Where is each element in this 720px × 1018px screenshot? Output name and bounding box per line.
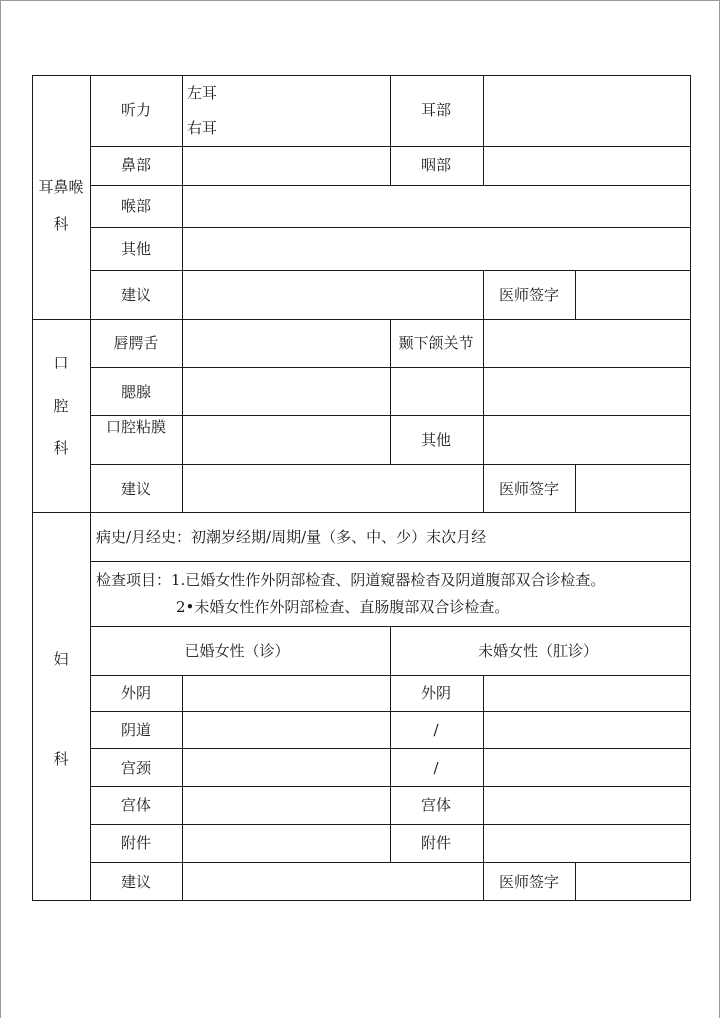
cervix-unmarried-field[interactable] [485,751,687,784]
cervix-married-field[interactable] [185,751,387,784]
exam-items-line1: 检查项目：1.已婚女性作外阴部检査、阴道窥器检杳及阴道腹部双合诊检查。 [96,571,606,589]
vagina-unmarried-field[interactable] [485,714,687,746]
vulva-label: 外阴 [120,684,152,702]
table-border-left [32,75,33,901]
uterus-label: 宫体 [120,796,152,814]
gyn-signature-label: 医师签字 [498,873,560,891]
gyn-section-label-char: 科 [53,750,69,768]
oral-signature-label: 医师签字 [498,480,560,498]
grid-line [575,464,576,513]
ent-signature-field[interactable] [578,273,687,317]
gyn-section-label-char: 妇 [53,650,69,668]
table-border-bottom [32,900,691,901]
uterus-label-right: 宫体 [420,796,452,814]
grid-line [390,319,391,465]
oral-other-field[interactable] [485,370,687,462]
vulva-label-right: 外阴 [420,684,452,702]
ent-section-label-line2: 科 [53,215,69,233]
pharynx-label: 咽部 [420,156,452,174]
tmj-label: 颞下颌关节 [398,334,474,352]
grid-line [182,75,183,320]
section-divider-oral-gyn [32,512,691,513]
oral-section-label-char: 科 [53,439,69,457]
ent-other-label: 其他 [120,240,152,258]
married-header: 已婚女性（诊） [184,642,290,660]
adnexa-married-field[interactable] [185,827,387,860]
vulva-married-field[interactable] [185,678,387,709]
table-border-top [32,75,691,76]
grid-line [483,319,484,513]
grid-line [390,75,391,186]
ent-advice-label: 建议 [120,286,152,304]
menstrual-history-line: 病史/月经史：初潮岁经期/周期/量（多、中、少）末次月经 [96,528,487,546]
grid-line [90,227,691,228]
uterus-married-field[interactable] [185,789,387,822]
ent-other-field[interactable] [185,230,687,268]
ear-label: 耳部 [420,101,452,119]
page-edge-left [0,0,1,1018]
uterus-unmarried-field[interactable] [485,789,687,822]
grid-line [575,862,576,901]
vulva-unmarried-field[interactable] [485,678,687,709]
cervix-label: 宫颈 [120,759,152,777]
ent-advice-field[interactable] [185,273,480,317]
oral-other-label: 其他 [420,431,452,449]
oral-section-label-char: 口 [53,354,69,372]
oral-mucosa-label: 口腔粘膜 [105,418,167,436]
label-column-divider [90,75,91,901]
grid-line [483,75,484,186]
ent-section-label-line1: 耳鼻喉 [38,178,84,196]
unmarried-header: 未婚女性（肛诊） [477,642,599,660]
grid-line [390,626,391,863]
page-edge-top [0,0,720,1]
right-ear-label: 右耳 [187,119,218,137]
grid-line [90,561,691,562]
tmj-field[interactable] [485,322,687,365]
grid-line [90,270,691,271]
vagina-married-field[interactable] [185,714,387,746]
oral-advice-label: 建议 [120,480,152,498]
nose-field[interactable] [185,149,387,183]
left-ear-label: 左耳 [187,84,218,102]
throat-label: 喉部 [120,197,152,215]
ear-field[interactable] [485,78,687,142]
grid-line [182,675,183,901]
vagina-not-applicable: / [433,721,439,739]
table-border-right [690,75,691,901]
gyn-advice-label: 建议 [120,873,152,891]
oral-mucosa-field[interactable] [185,418,387,462]
pharynx-field[interactable] [485,149,687,183]
throat-field[interactable] [185,188,687,225]
oral-advice-field[interactable] [185,467,480,510]
cervix-not-applicable: / [433,759,439,777]
hearing-label: 听力 [120,101,152,119]
gyn-signature-field[interactable] [578,865,687,898]
oral-section-label-char: 腔 [53,397,69,415]
grid-line [483,270,484,320]
hearing-left-right-field[interactable] [214,78,386,142]
lip-palate-tongue-label: 唇腭舌 [113,334,159,352]
parotid-field[interactable] [185,370,387,413]
grid-line [483,675,484,901]
exam-items-line2: 2•未婚女性作外阴部检查、直肠腹部双合诊检查。 [176,598,510,616]
adnexa-label: 附件 [120,834,152,852]
adnexa-unmarried-field[interactable] [485,827,687,860]
adnexa-label-right: 附件 [420,834,452,852]
vagina-label: 阴道 [120,721,152,739]
ent-signature-label: 医师签字 [498,286,560,304]
grid-line [182,319,183,513]
parotid-label: 腮腺 [120,383,152,401]
gyn-advice-field[interactable] [185,865,480,898]
nose-label: 鼻部 [120,156,152,174]
section-divider-ent-oral [32,319,691,320]
oral-signature-field[interactable] [578,467,687,510]
grid-line [575,270,576,320]
lip-palate-tongue-field[interactable] [185,322,387,365]
